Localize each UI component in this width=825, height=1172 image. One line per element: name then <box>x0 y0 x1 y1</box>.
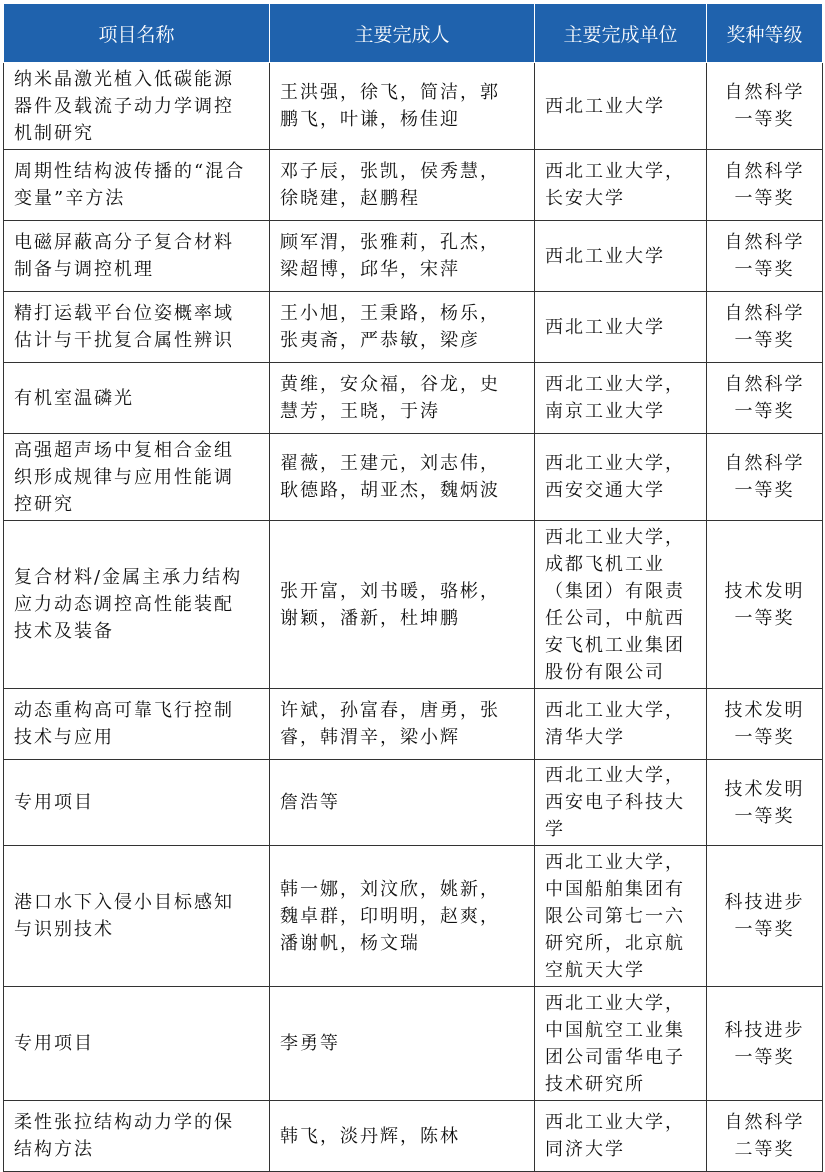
contributors-cell: 詹浩等 <box>270 760 535 846</box>
header-main-contributors: 主要完成人 <box>270 4 535 63</box>
award-level-cell: 科技进步 一等奖 <box>707 846 823 987</box>
units-cell: 西北工业大学， 清华大学 <box>535 689 707 760</box>
header-project-name: 项目名称 <box>4 4 270 63</box>
award-level-cell: 科技进步 一等奖 <box>707 987 823 1101</box>
award-level-cell: 自然科学 一等奖 <box>707 363 823 434</box>
award-level-cell: 自然科学 二等奖 <box>707 1101 823 1172</box>
table-row <box>4 846 823 987</box>
contributors-cell: 许斌，孙富春，唐勇，张 睿，韩渭辛，梁小辉 <box>270 689 535 760</box>
units-cell: 西北工业大学， 中国航空工业集 团公司雷华电子 技术研究所 <box>535 987 707 1101</box>
award-level-cell: 自然科学 一等奖 <box>707 150 823 221</box>
awards-table <box>3 3 823 1172</box>
contributors-cell: 王洪强，徐飞，简洁，郭 鹏飞，叶谦，杨佳迎 <box>270 63 535 150</box>
table-row <box>4 689 823 760</box>
header-main-units: 主要完成单位 <box>535 4 707 63</box>
project-name-cell: 港口水下入侵小目标感知 与识别技术 <box>4 846 270 987</box>
project-name-cell: 动态重构高可靠飞行控制 技术与应用 <box>4 689 270 760</box>
project-name-cell: 精打运载平台位姿概率域 估计与干扰复合属性辨识 <box>4 292 270 363</box>
table-row <box>4 1101 823 1172</box>
project-name-cell: 有机室温磷光 <box>4 363 270 434</box>
table-row <box>4 363 823 434</box>
contributors-cell: 李勇等 <box>270 987 535 1101</box>
table-row <box>4 292 823 363</box>
table-row <box>4 63 823 150</box>
award-level-cell: 技术发明 一等奖 <box>707 689 823 760</box>
project-name-cell: 专用项目 <box>4 760 270 846</box>
units-cell: 西北工业大学， 西安电子科技大 学 <box>535 760 707 846</box>
project-name-cell: 周期性结构波传播的“混合 变量”辛方法 <box>4 150 270 221</box>
contributors-cell: 顾军渭，张雅莉，孔杰， 梁超博，邱华，宋萍 <box>270 221 535 292</box>
contributors-cell: 韩一娜，刘汶欣，姚新， 魏卓群，印明明，赵爽， 潘谢帆，杨文瑞 <box>270 846 535 987</box>
project-name-cell: 专用项目 <box>4 987 270 1101</box>
units-cell: 西北工业大学， 同济大学 <box>535 1101 707 1172</box>
award-level-cell: 自然科学 一等奖 <box>707 63 823 150</box>
award-level-cell: 自然科学 一等奖 <box>707 221 823 292</box>
project-name-cell: 高强超声场中复相合金组 织形成规律与应用性能调 控研究 <box>4 434 270 521</box>
units-cell: 西北工业大学 <box>535 63 707 150</box>
units-cell: 西北工业大学 <box>535 292 707 363</box>
contributors-cell: 韩飞，淡丹辉，陈林 <box>270 1101 535 1172</box>
units-cell: 西北工业大学， 长安大学 <box>535 150 707 221</box>
table-row <box>4 150 823 221</box>
project-name-cell: 纳米晶激光植入低碳能源 器件及载流子动力学调控 机制研究 <box>4 63 270 150</box>
units-cell: 西北工业大学， 西安交通大学 <box>535 434 707 521</box>
table-header <box>4 4 823 63</box>
project-name-cell: 电磁屏蔽高分子复合材料 制备与调控机理 <box>4 221 270 292</box>
table-row <box>4 434 823 521</box>
header-award-level: 奖种等级 <box>707 4 823 63</box>
award-level-cell: 自然科学 一等奖 <box>707 292 823 363</box>
table-row <box>4 221 823 292</box>
table-body <box>4 63 823 1172</box>
award-level-cell: 技术发明 一等奖 <box>707 760 823 846</box>
contributors-cell: 翟薇，王建元，刘志伟， 耿德路，胡亚杰，魏炳波 <box>270 434 535 521</box>
units-cell: 西北工业大学， 成都飞机工业 （集团）有限责 任公司，中航西 安飞机工业集团 股份有限公司 <box>535 521 707 689</box>
units-cell: 西北工业大学， 南京工业大学 <box>535 363 707 434</box>
units-cell: 西北工业大学 <box>535 221 707 292</box>
contributors-cell: 王小旭，王秉路，杨乐， 张夷斋，严恭敏，梁彦 <box>270 292 535 363</box>
award-level-cell: 自然科学 一等奖 <box>707 434 823 521</box>
units-cell: 西北工业大学， 中国船舶集团有 限公司第七一六 研究所，北京航 空航天大学 <box>535 846 707 987</box>
award-level-cell: 技术发明 一等奖 <box>707 521 823 689</box>
table-row <box>4 987 823 1101</box>
table-row <box>4 521 823 689</box>
contributors-cell: 张开富，刘书暖，骆彬， 谢颖，潘新，杜坤鹏 <box>270 521 535 689</box>
project-name-cell: 复合材料/金属主承力结构 应力动态调控高性能装配 技术及装备 <box>4 521 270 689</box>
table-row <box>4 760 823 846</box>
contributors-cell: 邓子辰，张凯，侯秀慧， 徐晓建，赵鹏程 <box>270 150 535 221</box>
project-name-cell: 柔性张拉结构动力学的保 结构方法 <box>4 1101 270 1172</box>
contributors-cell: 黄维，安众福，谷龙，史 慧芳，王晓，于涛 <box>270 363 535 434</box>
